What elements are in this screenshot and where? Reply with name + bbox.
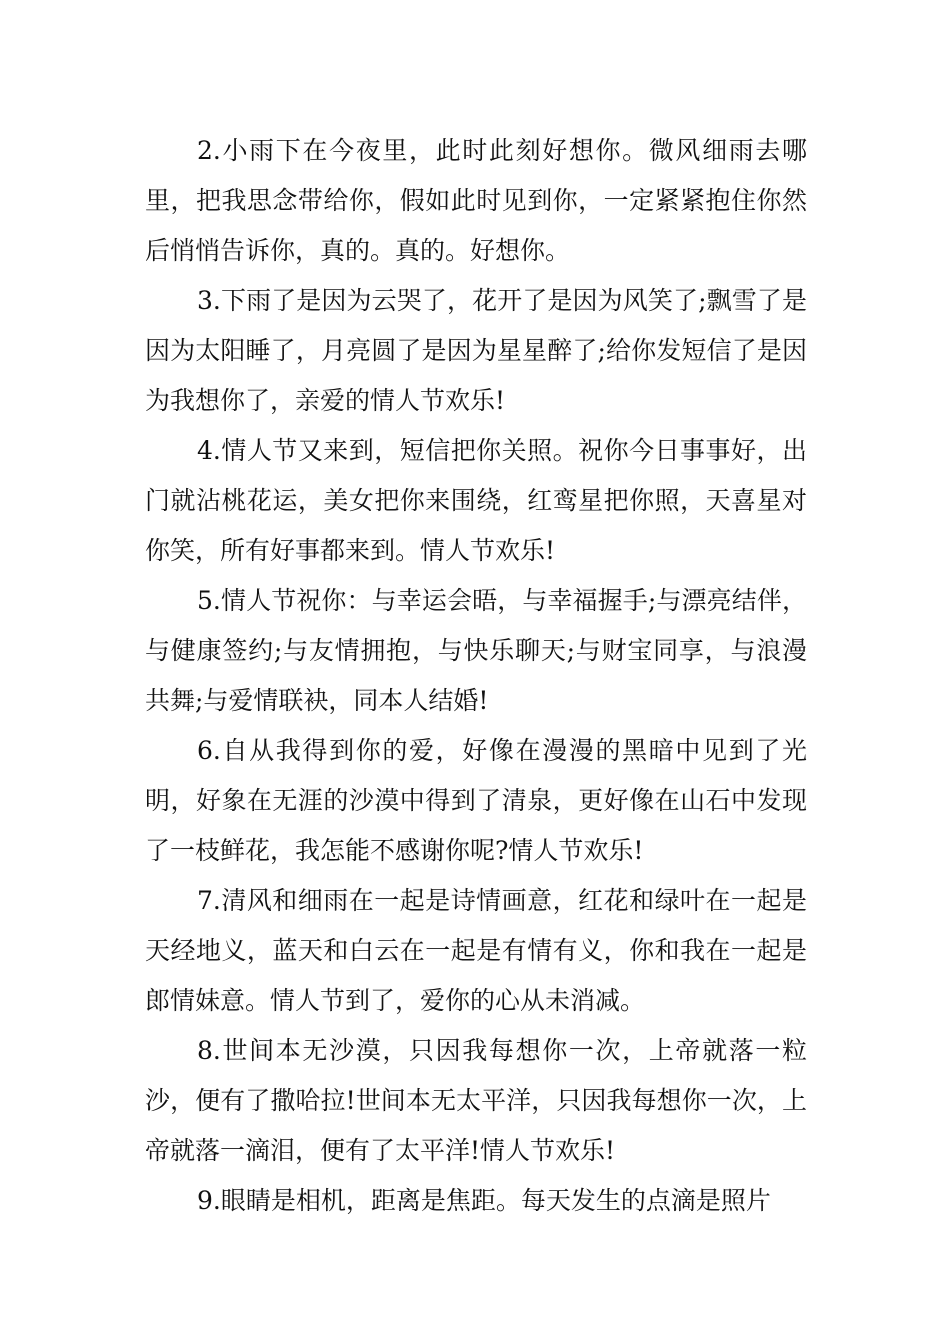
paragraph-9: 9.眼睛是相机，距离是焦距。每天发生的点滴是照片: [197, 1186, 771, 1215]
paragraph-5: 5.情人节祝你：与幸运会晤，与幸福握手;与漂亮结伴，与健康签约;与友情拥抱，与快乐聊天;与财宝同享，与浪漫共舞;与爱情联袂，同本人结婚!: [145, 586, 807, 715]
paragraph-6: 6.自从我得到你的爱，好像在漫漫的黑暗中见到了光明，好象在无涯的沙漠中得到了清泉，更好像在山石中发现了一枝鲜花，我怎能不感谢你呢?情人节欢乐!: [145, 736, 807, 865]
document-body: [145, 126, 807, 1226]
paragraph-7: 7.清风和细雨在一起是诗情画意，红花和绿叶在一起是天经地义，蓝天和白云在一起是有情有义，你和我在一起是郎情妹意。情人节到了，爱你的心从未消减。: [145, 886, 807, 1015]
paragraph-2: 2.小雨下在今夜里，此时此刻好想你。微风细雨去哪里，把我思念带给你，假如此时见到你，一定紧紧抱住你然后悄悄告诉你，真的。真的。好想你。: [145, 136, 807, 265]
paragraph-8: 8.世间本无沙漠，只因我每想你一次，上帝就落一粒沙，便有了撒哈拉!世间本无太平洋，只因我每想你一次，上帝就落一滴泪，便有了太平洋!情人节欢乐!: [145, 1036, 807, 1165]
paragraph-3: 3.下雨了是因为云哭了，花开了是因为风笑了;飘雪了是因为太阳睡了，月亮圆了是因为星星醉了;给你发短信了是因为我想你了，亲爱的情人节欢乐!: [145, 286, 807, 415]
paragraph-4: 4.情人节又来到，短信把你关照。祝你今日事事好，出门就沾桃花运，美女把你来围绕，红鸾星把你照，天喜星对你笑，所有好事都来到。情人节欢乐!: [145, 436, 807, 565]
